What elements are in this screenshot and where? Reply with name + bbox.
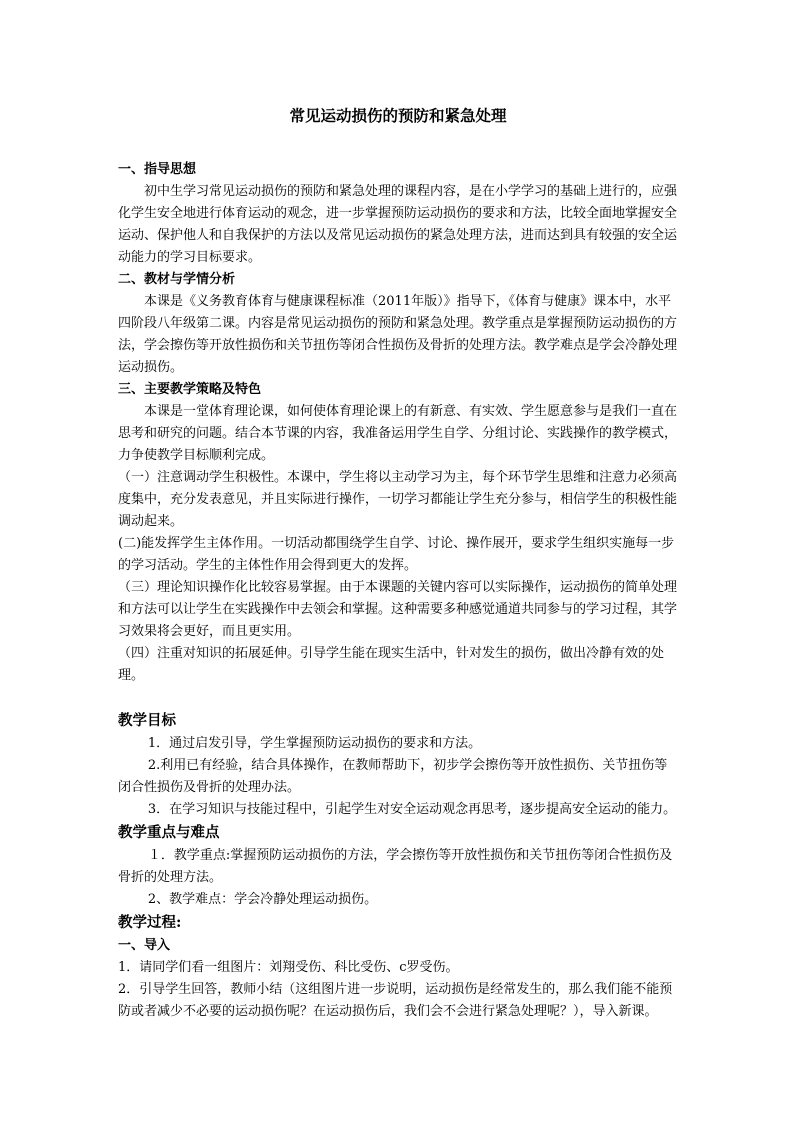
list-item: 2.利用已有经验，结合具体操作，在教师帮助下，初步学会擦伤等开放性损伤、关节扭伤等闭合性损伤及骨折的处理办法。	[118, 758, 668, 795]
section-heading-goals: 教学目标	[118, 712, 176, 729]
list-item: １．教学重点:掌握预防运动损伤的方法，学会擦伤等开放性损伤和关节扭伤等闭合性损伤及骨折的处理方法。	[118, 848, 673, 885]
paragraph: 本课是一堂体育理论课，如何使体育理论课上的有新意、有实效、学生愿意参与是我们一直在思考和研究的问题。结合本节课的内容，我准备运用学生自学、分组讨论、实践操作的教学模式，力争使教学目标顺利完成。	[118, 404, 678, 463]
list-item: 1．通过启发引导，学生掌握预防运动损伤的要求和方法。	[147, 736, 482, 751]
list-item: 3．在学习知识与技能过程中，引起学生对安全运动观念再思考，逐步提高安全运动的能力。	[147, 802, 677, 817]
paragraph: （四）注重对知识的拓展延伸。引导学生能在现实生活中，针对发生的损伤，做出冷静有效的处理。	[118, 646, 665, 683]
paragraph: 初中生学习常见运动损伤的预防和紧急处理的课程内容，是在小学学习的基础上进行的，应强化学生安全地进行体育运动的观念，进一步掌握预防运动损伤的要求和方法，比较全面地掌握安全运动、保护他人和自我保护的方法以及常见运动损伤的紧急处理方法，进而达到具有较强的安全运动能力的学习目标要求。	[118, 184, 678, 265]
paragraph: 本课是《义务教育体育与健康课程标准（2011年版）》指导下，《体育与健康》课本中，水平四阶段八年级第二课。内容是常见运动损伤的预防和紧急处理。教学重点是掌握预防运动损伤的方法，学会擦伤等开放性损伤和关节扭伤等闭合性损伤及骨折的处理方法。教学难点是学会冷静处理运动损伤。	[118, 294, 678, 375]
document-body	[118, 103, 678, 1023]
paragraph: （三）理论知识操作化比较容易掌握。由于本课题的关键内容可以实际操作，运动损伤的简单处理和方法可以让学生在实践操作中去领会和掌握。这种需要多种感觉通道共同参与的学习过程，其学习效果将会更好，而且更实用。	[118, 580, 678, 639]
section-heading-material-analysis: 二、教材与学情分析	[118, 272, 236, 287]
spacer	[118, 687, 678, 709]
list-item: 2、教学难点：学会冷静处理运动损伤。	[147, 892, 378, 907]
paragraph: (二)能发挥学生主体作用。一切活动都围绕学生自学、讨论、操作展开，要求学生组织实施每一步的学习活动。学生的主体性作用会得到更大的发挥。	[118, 536, 675, 573]
list-item: 2．引导学生回答，教师小结（这组图片进一步说明，运动损伤是经常发生的，那么我们能不能预防或者减少不必要的运动损伤呢？在运动损伤后，我们会不会进行紧急处理呢？），导入新课。	[118, 982, 673, 1019]
list-item: 1．请同学们看一组图片：刘翔受伤、科比受伤、c罗受伤。	[118, 960, 459, 975]
section-heading-guiding-idea: 一、指导思想	[118, 162, 197, 177]
paragraph: （一）注意调动学生积极性。本课中，学生将以主动学习为主，每个环节学生思维和注意力必须高度集中，充分发表意见，并且实际进行操作，一切学习都能让学生充分参与，相信学生的积极性能调动起来。	[118, 470, 678, 529]
section-heading-strategy: 三、主要教学策略及特色	[118, 382, 262, 397]
section-heading-process: 教学过程:	[118, 914, 182, 931]
page-title: 常见运动损伤的预防和紧急处理	[289, 106, 507, 125]
sub-heading-intro: 一、导入	[118, 938, 171, 953]
section-heading-key-points: 教学重点与难点	[118, 824, 220, 841]
